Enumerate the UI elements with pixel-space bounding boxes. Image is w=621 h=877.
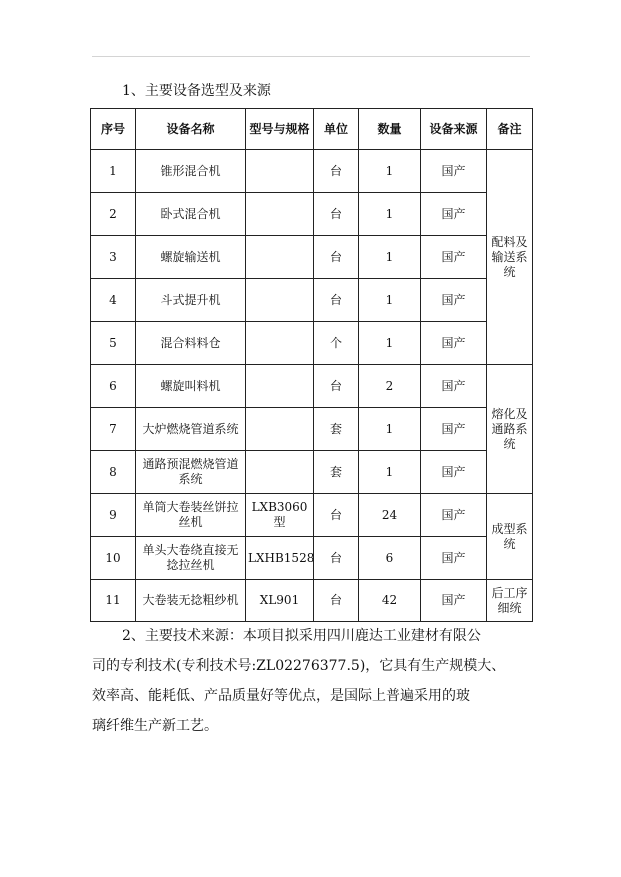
cell-qty: 42 bbox=[359, 580, 421, 622]
cell-name: 斗式提升机 bbox=[136, 279, 246, 322]
cell-model bbox=[246, 408, 314, 451]
cell-model bbox=[246, 279, 314, 322]
cell-unit: 台 bbox=[314, 279, 359, 322]
cell-source: 国产 bbox=[421, 193, 487, 236]
cell-remark-batching bbox=[487, 150, 533, 365]
table-row bbox=[91, 451, 533, 494]
section-title: 1、主要设备选型及来源 bbox=[122, 83, 271, 99]
cell-source: 国产 bbox=[421, 365, 487, 408]
cell-source: 国产 bbox=[421, 322, 487, 365]
cell-unit: 台 bbox=[314, 537, 359, 580]
cell-name: 螺旋叫料机 bbox=[136, 365, 246, 408]
table-row bbox=[91, 193, 533, 236]
header-qty: 数量 bbox=[359, 109, 421, 150]
cell-source: 国产 bbox=[421, 494, 487, 537]
cell-model bbox=[246, 365, 314, 408]
cell-no: 3 bbox=[91, 236, 136, 279]
remark-text: 熔化及通路系统 bbox=[491, 406, 528, 451]
cell-remark-post-process bbox=[487, 580, 533, 622]
cell-qty: 1 bbox=[359, 193, 421, 236]
cell-remark-melting bbox=[487, 365, 533, 494]
header-source: 设备来源 bbox=[421, 109, 487, 150]
cell-model bbox=[246, 322, 314, 365]
cell-source: 国产 bbox=[421, 236, 487, 279]
header-rule bbox=[92, 56, 530, 57]
cell-unit: 台 bbox=[314, 150, 359, 193]
cell-qty: 1 bbox=[359, 150, 421, 193]
table-row bbox=[91, 580, 533, 622]
cell-source: 国产 bbox=[421, 150, 487, 193]
tech-source-line-3: 效率高、能耗低、产品质量好等优点，是国际上普遍采用的玻 bbox=[92, 688, 470, 704]
table-header-row bbox=[91, 109, 533, 150]
remark-text: 成型系统 bbox=[491, 521, 528, 551]
cell-no: 6 bbox=[91, 365, 136, 408]
cell-source: 国产 bbox=[421, 451, 487, 494]
cell-no: 10 bbox=[91, 537, 136, 580]
table-row bbox=[91, 150, 533, 193]
cell-source: 国产 bbox=[421, 408, 487, 451]
cell-no: 8 bbox=[91, 451, 136, 494]
cell-model: LXB3060型 bbox=[246, 494, 314, 537]
cell-qty: 1 bbox=[359, 451, 421, 494]
table-row bbox=[91, 236, 533, 279]
cell-unit: 台 bbox=[314, 193, 359, 236]
header-model: 型号与规格 bbox=[246, 109, 314, 150]
cell-no: 4 bbox=[91, 279, 136, 322]
tech-source-line-4: 璃纤维生产新工艺。 bbox=[92, 718, 218, 734]
cell-no: 2 bbox=[91, 193, 136, 236]
cell-unit: 台 bbox=[314, 236, 359, 279]
cell-qty: 1 bbox=[359, 322, 421, 365]
table-row bbox=[91, 279, 533, 322]
cell-name: 大炉燃烧管道系统 bbox=[136, 408, 246, 451]
cell-no: 7 bbox=[91, 408, 136, 451]
cell-unit: 套 bbox=[314, 451, 359, 494]
cell-model: XL901 bbox=[246, 580, 314, 622]
remark-text: 后工序细统 bbox=[491, 585, 528, 615]
cell-source: 国产 bbox=[421, 279, 487, 322]
cell-model: LXHB1528 bbox=[246, 537, 314, 580]
cell-qty: 2 bbox=[359, 365, 421, 408]
equipment-table bbox=[90, 108, 533, 622]
tech-source-line-2: 司的专利技术(专利技术号:ZL02276377.5)，它具有生产规模大、 bbox=[92, 658, 506, 674]
cell-unit: 套 bbox=[314, 408, 359, 451]
cell-name: 混合料料仓 bbox=[136, 322, 246, 365]
cell-name: 单筒大卷装丝饼拉丝机 bbox=[136, 494, 246, 537]
cell-no: 9 bbox=[91, 494, 136, 537]
cell-no: 1 bbox=[91, 150, 136, 193]
table-row bbox=[91, 322, 533, 365]
header-remark: 备注 bbox=[487, 109, 533, 150]
table-row bbox=[91, 537, 533, 580]
cell-qty: 24 bbox=[359, 494, 421, 537]
cell-name: 大卷装无捻粗纱机 bbox=[136, 580, 246, 622]
cell-unit: 个 bbox=[314, 322, 359, 365]
cell-unit: 台 bbox=[314, 494, 359, 537]
cell-model bbox=[246, 150, 314, 193]
remark-text: 配料及输送系统 bbox=[491, 234, 528, 279]
cell-remark-forming bbox=[487, 494, 533, 580]
cell-model bbox=[246, 236, 314, 279]
header-unit: 单位 bbox=[314, 109, 359, 150]
cell-qty: 1 bbox=[359, 408, 421, 451]
header-name: 设备名称 bbox=[136, 109, 246, 150]
header-no: 序号 bbox=[91, 109, 136, 150]
tech-source-line-1: 2、主要技术来源：本项目拟采用四川鹿达工业建材有限公 bbox=[122, 628, 481, 644]
cell-qty: 1 bbox=[359, 236, 421, 279]
cell-model bbox=[246, 451, 314, 494]
cell-qty: 6 bbox=[359, 537, 421, 580]
cell-name: 通路预混燃烧管道系统 bbox=[136, 451, 246, 494]
cell-name: 卧式混合机 bbox=[136, 193, 246, 236]
cell-unit: 台 bbox=[314, 365, 359, 408]
cell-source: 国产 bbox=[421, 580, 487, 622]
cell-name: 单头大卷绕直接无捻拉丝机 bbox=[136, 537, 246, 580]
cell-no: 11 bbox=[91, 580, 136, 622]
cell-source: 国产 bbox=[421, 537, 487, 580]
cell-qty: 1 bbox=[359, 279, 421, 322]
table-row bbox=[91, 408, 533, 451]
table-row bbox=[91, 494, 533, 537]
cell-no: 5 bbox=[91, 322, 136, 365]
cell-name: 锥形混合机 bbox=[136, 150, 246, 193]
cell-unit: 台 bbox=[314, 580, 359, 622]
cell-name: 螺旋输送机 bbox=[136, 236, 246, 279]
cell-model bbox=[246, 193, 314, 236]
table-row bbox=[91, 365, 533, 408]
